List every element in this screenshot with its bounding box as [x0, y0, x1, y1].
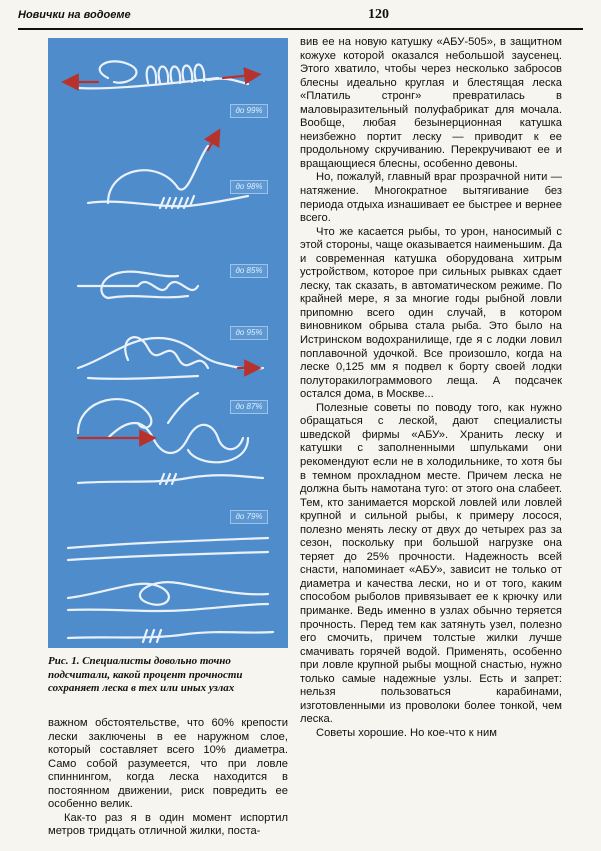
strength-label: до 79% [230, 510, 268, 524]
knot-1-drawing [70, 61, 253, 88]
knot-7-drawing [68, 538, 268, 560]
strength-label: до 95% [230, 326, 268, 340]
knot-drawings [48, 38, 288, 648]
right-column-text [300, 36, 562, 740]
knot-8-drawing [68, 582, 268, 611]
left-column-text [48, 717, 288, 839]
paragraph: Но, пожалуй, главный враг прозрачной нити — натяжение. Многократное вытягивание без периода отдыха изнашивает ее быстрее и вернее всего. [300, 171, 562, 225]
knot-2-drawing [88, 136, 248, 208]
paragraph: вив ее на новую катушку «АБУ-505», в защитном кожухе которой оказался небольшой заусенец. Этого хватило, чтобы через несколько забросов блесны идеально круглая и блестящая леска «Платиль стронг» превратилась в маловыразительный полуфабрикат для мочала. Вообще, любая безынерционная катушка неизбежно портит леску — приводит к ее продольному скручиванию. Перекручивают ее и вращающиеся блесны, особенно девоны. [300, 36, 562, 170]
knot-6-drawing [78, 474, 263, 484]
knot-4-drawing [78, 337, 263, 379]
knot-illustration [48, 38, 288, 648]
knot-3-drawing [78, 272, 198, 298]
strength-label: до 99% [230, 104, 268, 118]
paragraph: Советы хорошие. Но кое-что к ним [316, 726, 497, 739]
knot-5-drawing [78, 393, 248, 462]
strength-label: до 85% [230, 264, 268, 278]
paragraph: Как-то раз я в один момент испортил метров тридцать отличной жилки, поста- [48, 811, 288, 838]
paragraph: Что же касается рыбы, то урон, наносимый с этой стороны, чаще оказывается наименьшим. Да и современная катушка оборудована хитрым устройством, которое при сильных рывках сдает леску, так сказать, в автоматическом режиме. По крайней мере, я за многие годы рыбной ловли припомню всего один случай, в котором виновником обрыва стала рыба. Это было на Истринском водохранилище, где я с лодки ловил поплавочной удочкой. Все произошло, когда на леске 0,125 мм я подвел к борту своей лодки полуторакилограммового леща. А подсачек остался дома, в Москве... [300, 225, 562, 401]
figure-caption: Рис. 1. Специалисты довольно точно подсчитали, какой процент прочности сохраняет леска в тех или иных узлах [48, 655, 243, 694]
section-title: Новички на водоеме [18, 9, 131, 21]
strength-label: до 87% [230, 400, 268, 414]
page-number: 120 [368, 7, 389, 22]
knot-9-drawing [68, 630, 273, 642]
strength-label: до 98% [230, 180, 268, 194]
paragraph: важном обстоятельстве, что 60% крепости лески заключены в ее наружном слое, который составляет всего 10% диаметра. Само собой разумеется, что при ловле спиннингом, когда леска находится в постоянном движении, риск повредить ее особенно велик. [48, 717, 288, 811]
paragraph: Полезные советы по поводу того, как нужно обращаться с леской, дают специалисты шведской фирмы «АБУ». Хранить леску и катушки с заполненными шпульками они рекомендуют если не в холодильнике, то хотя бы в темном прохладном месте. Причем леска не должна быть намотана туго: от этого она слабеет. Тем, кто занимается морской ловлей или ловлей крупной и сильной рыбы, к примеру лосося, полезно менять леску от двух до четырех раз за сезон, поскольку при большой нагрузке она теряет до 25% прочности. Надежность всей снасти, напоминает «АБУ», зависит не только от диаметра и качества лески, но и от того, каким способом рыболов привязывает ее к крючку или приманке. Ведь именно в узлах обычно теряется прочность. Перед тем как затянуть узел, полезно его смочить, причем толстые жилки лучше смачивать горячей водой. Применять, особенно при ловле крупной рыбы мощной снастью, нужно только самые надежные узлы. Есть и запрет: нельзя пользоваться карабинами, изготовленными из проволоки более тонкой, чем леска. [300, 401, 562, 726]
page-header [18, 6, 583, 30]
